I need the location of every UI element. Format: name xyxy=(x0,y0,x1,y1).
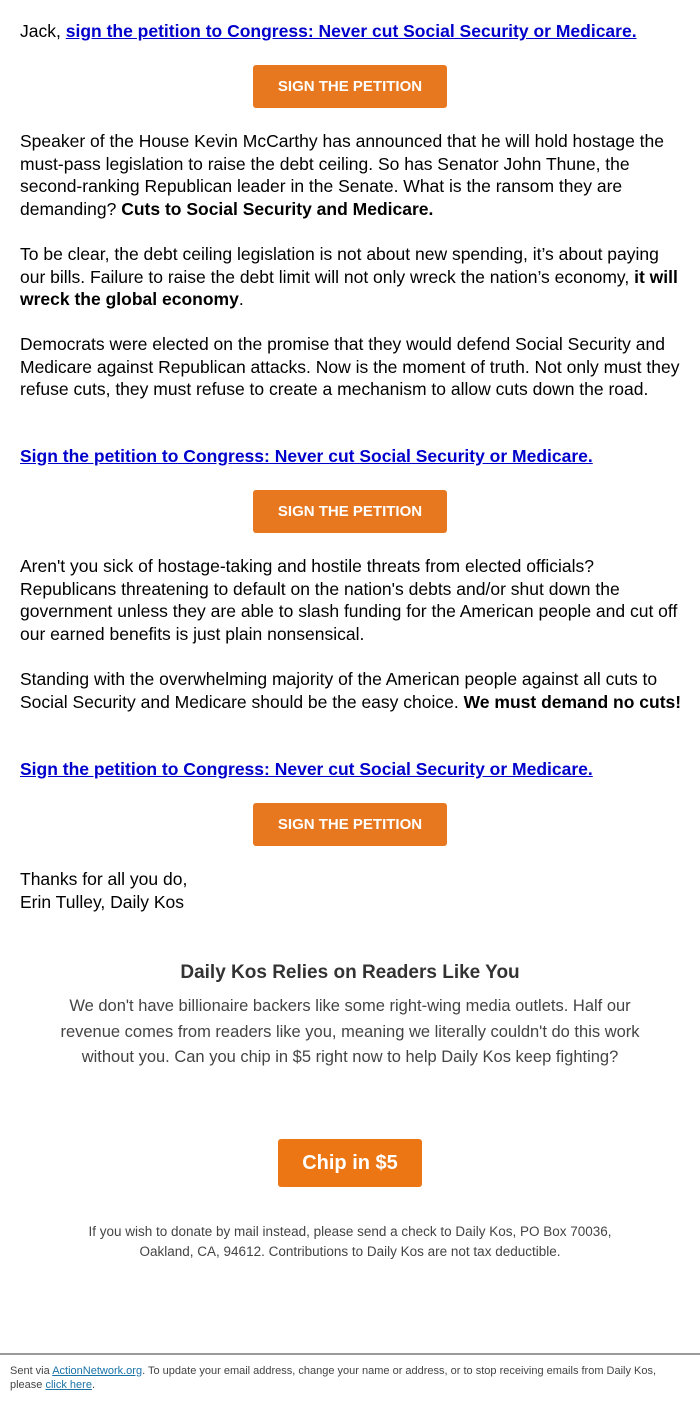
footer-sent-via: Sent via xyxy=(10,1365,50,1377)
mail-donation-note: If you wish to donate by mail instead, please send a check to Daily Kos, PO Box 70036, Oakland, CA, 94612. Contributions to Daily Kos are not tax deductible. xyxy=(88,1224,612,1259)
paragraph-1-bold: Cuts to Social Security and Medicare. xyxy=(121,198,434,219)
paragraph-2-bold: it will wreck the global economy xyxy=(20,266,678,309)
sign-petition-button-2[interactable]: SIGN THE PETITION xyxy=(253,490,447,533)
paragraph-2-end: . xyxy=(238,289,244,309)
paragraph-2 xyxy=(20,243,682,311)
petition-button-row-3 xyxy=(0,803,700,846)
action-network-link[interactable]: ActionNetwork.org xyxy=(52,1365,143,1377)
petition-link-middle[interactable]: Sign the petition to Congress: Never cut Social Security or Medicare. xyxy=(20,446,593,466)
unsubscribe-link[interactable]: click here xyxy=(45,1379,92,1391)
appeal-section xyxy=(60,962,640,984)
footer-divider xyxy=(0,1353,700,1355)
greeting-name: Jack, xyxy=(20,21,61,41)
paragraph-5-bold: We must demand no cuts! xyxy=(463,691,682,712)
paragraph-4 xyxy=(20,555,682,645)
petition-link-bottom[interactable]: Sign the petition to Congress: Never cut Social Security or Medicare. xyxy=(20,759,593,779)
appeal-title: Daily Kos Relies on Readers Like You xyxy=(180,962,520,983)
petition-button-row-2 xyxy=(0,490,700,533)
signoff-thanks: Thanks for all you do, xyxy=(20,869,188,889)
signoff xyxy=(20,868,682,913)
paragraph-4-text: Aren't you sick of hostage-taking and hostile threats from elected officials? Republicans threatening to default on the nation's debts and/or shut down the government unless they are able to slash funding for the American people and cut off our earned benefits is just plain nonsensical. xyxy=(20,556,678,644)
paragraph-3-text: Democrats were elected on the promise that they would defend Social Security and Medicare against Republican attacks. Now is the moment of truth. Not only must they refuse cuts, they must refuse to create a mechanism to allow cuts down the road. xyxy=(20,334,680,399)
paragraph-1 xyxy=(20,130,682,220)
greeting-line xyxy=(20,20,680,43)
sign-petition-button-3[interactable]: SIGN THE PETITION xyxy=(253,803,447,846)
petition-link-row-2 xyxy=(20,758,682,781)
sign-petition-button-1[interactable]: SIGN THE PETITION xyxy=(253,65,447,108)
paragraph-1-text: Speaker of the House Kevin McCarthy has announced that he will hold hostage the must-pass legislation to raise the debt ceiling. So has Senator John Thune, the second-ranking Republican leader in the Senate. What is the ransom they are demanding? xyxy=(20,131,665,219)
signoff-author: Erin Tulley, Daily Kos xyxy=(20,891,185,912)
petition-link-top[interactable]: sign the petition to Congress: Never cut Social Security or Medicare. xyxy=(65,21,637,41)
paragraph-2-text: To be clear, the debt ceiling legislation is not about new spending, it’s about paying our bills. Failure to raise the debt limit will not only wreck the nation’s economy, xyxy=(20,244,659,287)
footer-end: . xyxy=(91,1379,96,1391)
footer-text: . To update your email address, change your name or address, or to stop receiving emails from Daily Kos, please xyxy=(10,1365,657,1391)
footer xyxy=(10,1364,680,1392)
chip-button-row xyxy=(0,1139,700,1187)
chip-in-button[interactable]: Chip in $5 xyxy=(278,1139,422,1187)
paragraph-5-text: Standing with the overwhelming majority of the American people against all cuts to Social Security and Medicare should be the easy choice. xyxy=(20,669,658,712)
appeal-text: We don't have billionaire backers like some right-wing media outlets. Half our revenue comes from readers like you, meaning we literally couldn't do this work without you. Can you chip in $5 right now to help Daily Kos keep fighting? xyxy=(60,997,640,1066)
paragraph-3 xyxy=(20,333,682,401)
paragraph-5 xyxy=(20,668,682,713)
petition-button-row-1 xyxy=(0,65,700,108)
petition-link-row-1 xyxy=(20,445,682,468)
